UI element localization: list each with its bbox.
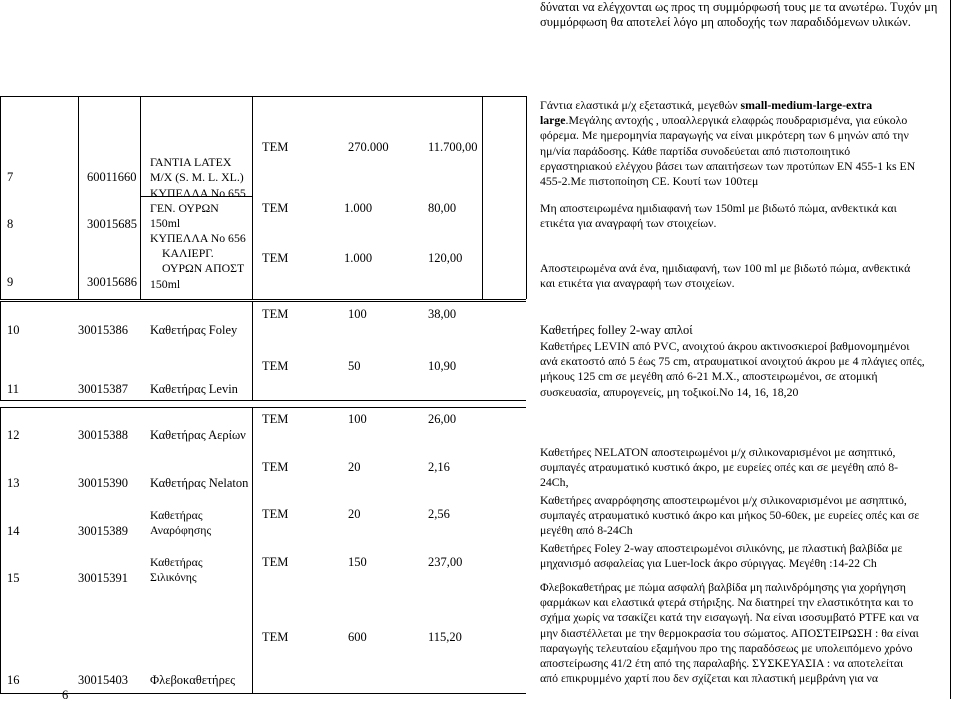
row-8-unit: ΤΕΜ [262,201,289,215]
row-9-price: 120,00 [428,251,463,265]
table-border [950,0,951,699]
row-15-unit: ΤΕΜ [262,555,289,569]
row-16-code: 30015403 [78,673,128,687]
row-10-code: 30015386 [78,323,128,337]
row-13-description: Καθετήρες NELATON αποστειρωμένοι μ/χ σιλικοναρισμένοι με ασηπτικό, συμπαγές ατραυματικό κυστικό άκρο, με ευρείες οπές και σε μεγέθη από 8- 24Ch, [540,445,899,490]
header-line-2: συμμόρφωση θα αποτελεί λόγο μη αποδοχής των παραδιδόμενων υλικών. [540,15,911,29]
row-8-price: 80,00 [428,201,457,215]
row-7-name: ΓΑΝΤΙΑ LATEX Μ/Χ (S. M. L. XL.) [150,155,244,185]
row-11-price: 10,90 [428,359,457,373]
table-border [252,407,253,693]
row-14-description: Καθετήρες αναρρόφησης αποστειρωμένοι μ/χ σιλικοναρισμένοι με ασηπτικό, συμπαγές ατραυματικό κυστικό άκρο και μήκος 50-60εκ, με ευρείες οπές και σε μεγέθη από 8-24Ch [540,493,920,538]
row-12-unit: ΤΕΜ [262,412,289,426]
table-border [526,96,527,299]
row-8-code: 30015685 [87,217,137,231]
row-14-code: 30015389 [78,524,128,538]
row-15-number: 15 [7,571,20,585]
row-12-name: Καθετήρας Αερίων [150,428,246,442]
row-7-description: Γάντια ελαστικά μ/χ εξεταστικά, μεγεθών small-medium-large-extra large.Μεγάλης αντοχής , υποαλλεργικά ελαφρώς πουδραρισμένα, για εύκολο φόρεμα. Με ημερομηνία παραγωγής να είναι μικρότερη των 6 μηνών από την ημ/νία παράδοσης. Κάθε παρτίδα συνοδεύεται από πιστοποιητικό εργαστηριακού ελέγχου βάσει των απαιτήσεων των προτύπων EN 455-1 ks EN 455-2.Με πιστοποίηση CE. Κουτί των 100τεμ [540,98,916,189]
row-7-qty: 270.000 [348,140,389,154]
row-11-qty: 50 [348,359,361,373]
row-9-code: 30015686 [87,275,137,289]
row-10-qty: 100 [348,307,367,321]
row-15-description: Καθετήρες Foley 2-way αποστειρωμένοι σιλικόνης, με πλαστική βαλβίδα με μηχανισμό ασφαλείας για Luer-lock άκρο σύριγγας. Μεγέθη :14-22 Ch [540,541,903,571]
row-8-name: ΚΥΠΕΛΛΑ Νο 655 ΓΕΝ. ΟΥΡΩΝ 150ml [150,186,246,231]
row-16-price: 115,20 [428,630,462,644]
row-13-price: 2,16 [428,460,450,474]
row-14-number: 14 [7,524,20,538]
row-15-code: 30015391 [78,571,128,585]
row-12-number: 12 [7,428,20,442]
row-7-price: 11.700,00 [428,140,478,154]
row-16-name: Φλεβοκαθετήρες [150,673,236,687]
row-7-unit: ΤΕΜ [262,140,289,154]
row-11-code: 30015387 [78,382,128,396]
row-14-name: Καθετήρας Αναρόφησης [150,508,212,538]
row-16-unit: ΤΕΜ [262,630,289,644]
header-line-1: δύναται να ελέγχονται ως προς τη συμμόρφωσή τους με τα ανωτέρω. Τυχόν μη [540,0,938,14]
row-8-description: Μη αποστειρωμένα ημιδιαφανή των 150ml με βιδωτό πώμα, ανθεκτικά και ετικέτα για αναγραφή των στοιχείων. [540,201,897,231]
row-15-qty: 150 [348,555,367,569]
row-9-name: ΚΥΠΕΛΛΑ Νο 656 ΚΑΛΙΕΡΓ. ΟΥΡΩΝ ΑΠΟΣΤ 150ml [150,231,246,291]
row-11-unit: ΤΕΜ [262,359,289,373]
row-9-number: 9 [7,275,14,289]
row-8-number: 8 [7,217,14,231]
row-10-description: Καθετήρες folley 2-way απλοί [540,323,693,337]
row-7-code: 60011660 [87,170,137,184]
table-border [252,96,253,299]
row-13-qty: 20 [348,460,361,474]
page-number: 6 [62,688,69,702]
table-border [0,407,526,408]
table-border [0,96,526,97]
row-10-unit: ΤΕΜ [262,307,289,321]
table-border [0,400,526,401]
table-border [0,407,1,693]
table-border [140,96,141,299]
row-13-name: Καθετήρας Nelaton [150,476,249,490]
table-border [252,301,253,400]
row-9-description: Αποστειρωμένα ανά ένα, ημιδιαφανή, των 100 ml με βιδωτό πώμα, ανθεκτικά και ετικέτα για αναγραφή των στοιχείων. [540,261,911,291]
row-16-number: 16 [7,673,20,687]
row-11-name: Καθετήρας Levin [150,382,238,396]
row-12-qty: 100 [348,412,367,426]
row-15-price: 237,00 [428,555,463,569]
table-border [0,299,526,300]
row-14-qty: 20 [348,507,361,521]
row-11-description: Καθετήρες LEVIN από PVC, ανοιχτού άκρου ακτινοσκιεροί βαθμονομημένοι ανά εκατοστό από 5 έως 75 cm, ατραυματικοί ανοιχτού άκρου με 4 πλάγιες οπές, μήκους 125 cm σε μεγέθη από 6-21 Μ.Χ., αποστειρωμένοι, σε ατομική συσκευασία, απυρογενείς, μη τοξικοί.No 14, 16, 18,20 [540,339,925,399]
row-13-number: 13 [7,476,20,490]
row-10-name: Καθετήρας Foley [150,323,238,337]
table-border [78,96,79,299]
table-border [0,96,1,299]
row-9-qty: 1.000 [344,251,373,265]
table-border [0,301,1,400]
row-16-qty: 600 [348,630,367,644]
row-12-price: 26,00 [428,412,457,426]
row-14-unit: ΤΕΜ [262,507,289,521]
table-border [0,693,526,694]
row-10-number: 10 [7,323,20,337]
row-8-qty: 1.000 [344,201,373,215]
row-7-number: 7 [7,170,14,184]
row-13-unit: ΤΕΜ [262,460,289,474]
row-13-code: 30015390 [78,476,128,490]
table-border [482,96,483,299]
row-16-description: Φλεβοκαθετήρας με πώμα ασφαλή βαλβίδα μη παλινδρόμησης για χορήγηση φαρμάκων και ελαστικά φτερά στήριξης. Να διατηρεί την ελαστικότητα και το σχήμα χωρίς να τσακίζει κατά την εισαγωγή. Να είναι ισοσυμβατό PTFE και να μην διαστέλλεται με την θερμοκρασία του σώματος. ΑΠΟΣΤΕΙΡΩΣΗ : θα είναι παραγωγής τελευταίου εξαμήνου προ της παραδόσεως με υπολειπόμενο χρόνο αποστείρωσης 41/2 έτη από της παραλαβής. ΣΥΣΚΕΥΑΣΙΑ : να αποτελείται από επικρυμμένο χαρτί που δεν σχίζεται και πλαστική μεμβράνη για να [540,580,919,686]
row-9-unit: ΤΕΜ [262,251,289,265]
row-15-name: Καθετήρας Σιλικόνης [150,555,203,585]
row-10-price: 38,00 [428,307,457,321]
row-12-code: 30015388 [78,428,128,442]
row-11-number: 11 [7,382,20,396]
row-14-price: 2,56 [428,507,450,521]
table-border [0,301,526,302]
